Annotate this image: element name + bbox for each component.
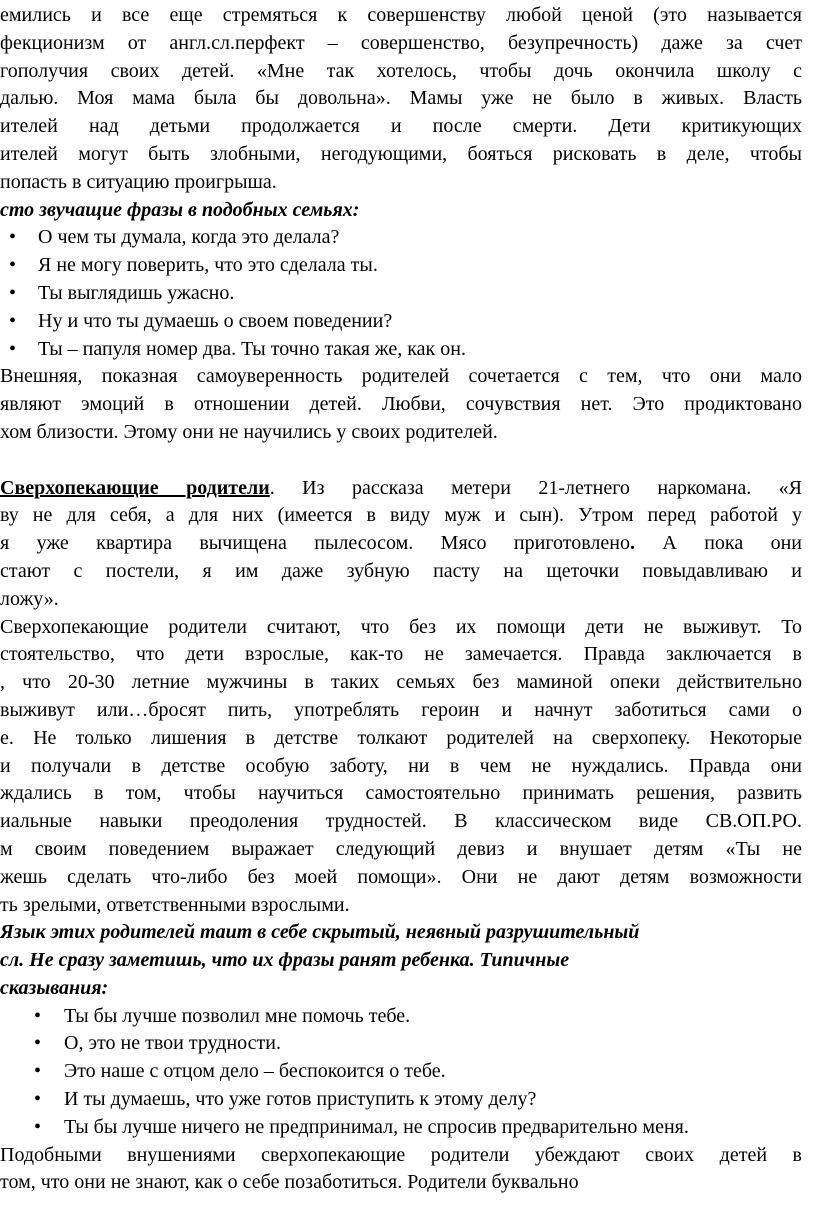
text-segment: сказывания: <box>0 976 109 999</box>
text-line <box>0 808 802 836</box>
text-segment: м своим поведением выражает следующий девиз и внушает детям «Ты не <box>0 837 802 860</box>
bullet-item <box>0 1114 816 1142</box>
text-segment: попасть в ситуацию проигрыша. <box>0 170 277 193</box>
text-segment: жешь сделать что-либо без моей помощи». Они не дают детям возможности <box>0 865 802 888</box>
text-segment: Внешняя, показная самоуверенность родителей сочетается с тем, что они мало <box>0 365 802 388</box>
text-line <box>0 919 802 947</box>
text-segment: стоятельство, что дети взрослые, как-то не замечается. Правда заключается в <box>0 643 802 666</box>
text-line <box>0 669 802 697</box>
text-segment: ителей могут быть злобными, негодующими, бояться рисковать в деле, чтобы <box>0 142 802 165</box>
text-line <box>0 614 802 642</box>
bullet-icon: • <box>34 1060 42 1083</box>
text-line <box>0 30 802 58</box>
text-segment: , что 20-30 летние мужчины в таких семьях без маминой опеки действительно <box>0 671 802 694</box>
text-line <box>0 892 802 920</box>
text-segment: том, что они не знают, как о себе позаботиться. Родители буквально <box>0 1171 579 1194</box>
text-segment: Сверхопекающие родители <box>0 476 270 499</box>
bullet-icon: • <box>34 1032 42 1055</box>
text-segment: О чем ты думала, когда это делала? <box>38 226 340 249</box>
bullet-item <box>0 252 816 280</box>
bullet-icon: • <box>9 226 17 249</box>
text-line <box>0 502 802 530</box>
text-line <box>0 113 802 141</box>
text-line <box>0 363 802 391</box>
text-line <box>0 780 802 808</box>
bullet-icon: • <box>34 1004 42 1027</box>
text-segment: далью. Моя мама была бы довольна». Мамы уже не было в живых. Власть <box>0 87 802 110</box>
text-line <box>0 85 802 113</box>
text-line <box>0 586 802 614</box>
bullet-item <box>0 280 816 308</box>
text-segment: Я не могу поверить, что это сделала ты. <box>38 254 378 277</box>
text-segment: ложу». <box>0 587 59 610</box>
text-line <box>0 197 802 225</box>
text-segment: Подобными внушениями сверхопекающие родители убеждают своих детей в <box>0 1143 802 1166</box>
bullet-item <box>0 224 816 252</box>
text-segment: И ты думаешь, что уже готов приступить к этому делу? <box>64 1088 537 1111</box>
text-line <box>0 169 802 197</box>
text-line <box>0 391 802 419</box>
text-segment: . <box>629 532 635 555</box>
text-segment: являют эмоций в отношении детей. Любви, сочувствия нет. Это продиктовано <box>0 393 802 416</box>
bullet-icon: • <box>34 1115 42 1138</box>
bullet-item <box>0 1058 816 1086</box>
text-segment: иальные навыки преодоления трудностей. В классическом виде СВ.ОП.РО. <box>0 810 802 833</box>
text-segment: ву не для себя, а для них (имеется в виду муж и сын). Утром перед работой у <box>0 504 802 527</box>
text-segment: фекционизм от англ.сл.перфект – совершенство, безупречность) даже за счет <box>0 31 802 54</box>
text-line <box>0 753 802 781</box>
text-line <box>0 530 802 558</box>
text-line <box>0 725 802 753</box>
bullet-item <box>0 336 816 364</box>
text-line <box>0 836 802 864</box>
text-segment: емились и все еще стремяться к совершенству любой ценой (это называется <box>0 4 802 26</box>
bullet-item <box>0 308 816 336</box>
text-segment: А пока они <box>634 532 802 555</box>
bullet-item <box>0 1030 816 1058</box>
text-segment: Ты бы лучше ничего не предпринимал, не спросив предварительно меня. <box>64 1115 689 1138</box>
bullet-item <box>0 1003 816 1031</box>
text-segment: Ты выглядишь ужасно. <box>38 281 235 304</box>
text-segment: . Из рассказа метери 21-летнего наркомана. «Я <box>269 476 803 499</box>
text-segment: выживут или…бросят пить, употреблять героин и начнут заботиться сами о <box>0 698 802 721</box>
text-line <box>0 641 802 669</box>
bullet-icon: • <box>9 254 17 277</box>
text-segment: гополучия своих детей. «Мне так хотелось, чтобы дочь окончила школу с <box>0 59 802 82</box>
text-line <box>0 697 802 725</box>
text-segment: сто звучащие фразы в подобных семьях: <box>0 198 360 221</box>
bullet-icon: • <box>9 337 17 360</box>
text-segment: Это наше с отцом дело – беспокоится о тебе. <box>64 1060 446 1083</box>
text-line <box>0 2 802 30</box>
bullet-icon: • <box>9 281 17 304</box>
text-segment: е. Не только лишения в детстве толкают родителей на сверхопеку. Некоторые <box>0 726 802 749</box>
text-segment: Сверхопекающие родители считают, что без их помощи дети не выживут. То <box>0 615 802 638</box>
text-segment: ждались в том, чтобы научиться самостоятельно принимать решения, развить <box>0 782 802 805</box>
text-line <box>0 141 802 169</box>
text-line <box>0 419 802 447</box>
bullet-icon: • <box>9 309 17 332</box>
text-segment: Ну и что ты думаешь о своем поведении? <box>38 309 393 332</box>
bullet-item <box>0 1086 816 1114</box>
bullet-icon: • <box>34 1088 42 1111</box>
text-segment: ителей над детьми продолжается и после смерти. Дети критикующих <box>0 115 802 138</box>
text-segment: стают с постели, я им даже зубную пасту на щеточки повыдавливаю и <box>0 559 802 582</box>
text-segment: и получали в детстве особую заботу, ни в чем не нуждались. Правда они <box>0 754 802 777</box>
text-line <box>0 947 802 975</box>
text-segment: я уже квартира вычищена пылесосом. Мясо приготовлено <box>0 532 630 555</box>
text-segment: хом близости. Этому они не научились у своих родителей. <box>0 420 498 443</box>
text-line <box>0 975 802 1003</box>
text-segment: сл. Не сразу заметишь, что их фразы ранят ребенка. Типичные <box>0 949 570 972</box>
text-line <box>0 475 802 503</box>
text-segment: Ты – папуля номер два. Ты точно такая же, как он. <box>38 337 466 360</box>
text-segment: Ты бы лучше позволил мне помочь тебе. <box>64 1004 411 1027</box>
text-line <box>0 58 802 86</box>
text-line <box>0 558 802 586</box>
text-line <box>0 1169 802 1197</box>
text-segment: ть зрелыми, ответственными взрослыми. <box>0 893 350 916</box>
text-segment: Язык этих родителей таит в себе скрытый, неявный разрушительный <box>0 921 640 944</box>
text-line <box>0 1142 802 1170</box>
text-segment: О, это не твои трудности. <box>64 1032 281 1055</box>
paragraph-spacer <box>0 447 816 475</box>
text-line <box>0 864 802 892</box>
